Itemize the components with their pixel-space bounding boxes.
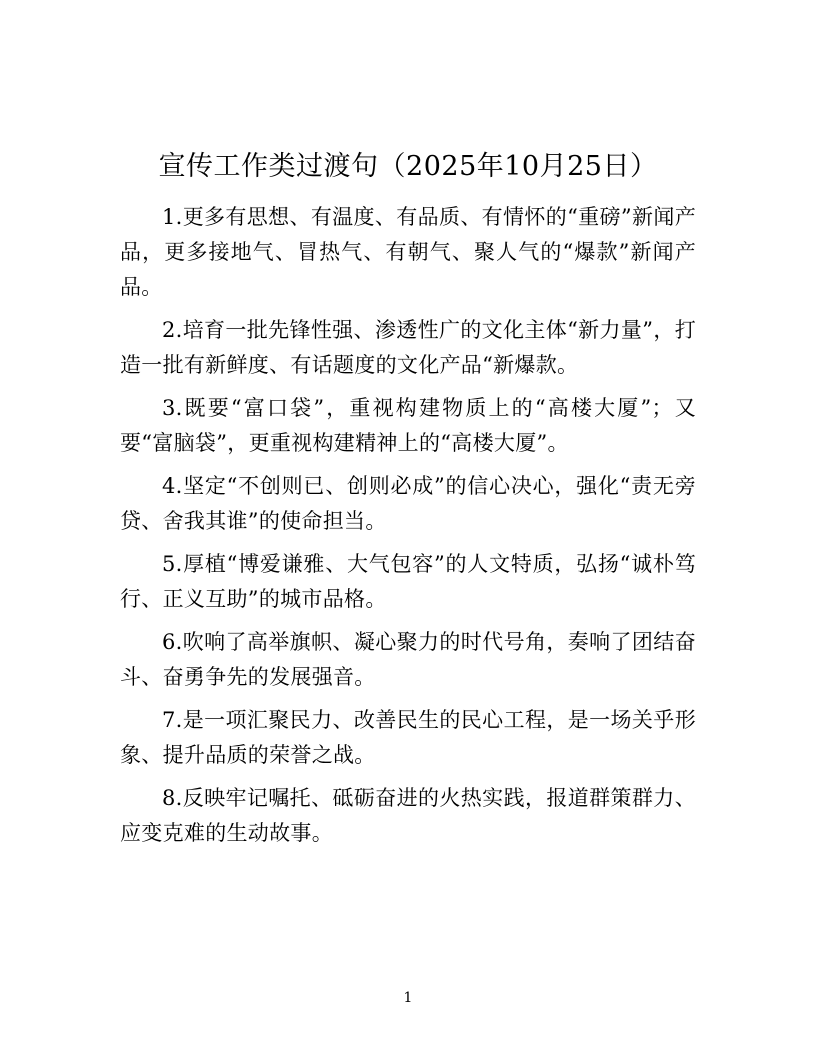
paragraph: 5.厚植“博爱谦雅、大气包容”的人文特质，弘扬“诚朴笃行、正义互助”的城市品格。 bbox=[120, 552, 696, 611]
document-title: 宣传工作类过渡句（2025年10月25日） bbox=[158, 151, 658, 182]
paragraph: 6.吹响了高举旗帜、凝心聚力的时代号角，奏响了团结奋斗、奋勇争先的发展强音。 bbox=[120, 630, 696, 689]
document-body bbox=[120, 200, 696, 859]
paragraph: 7.是一项汇聚民力、改善民生的民心工程，是一场关乎形象、提升品质的荣誉之战。 bbox=[120, 708, 696, 767]
paragraph: 1.更多有思想、有温度、有品质、有情怀的“重磅”新闻产品，更多接地气、冒热气、有朝气、聚人气的“爆款”新闻产品。 bbox=[120, 205, 696, 299]
page-number: 1 bbox=[403, 990, 413, 1006]
paragraph: 4.坚定“不创则已、创则必成”的信心决心，强化“责无旁贷、舍我其谁”的使命担当。 bbox=[120, 474, 696, 533]
paragraph: 3.既要“富口袋”，重视构建物质上的“高楼大厦”；又要“富脑袋”，更重视构建精神上的“高楼大厦”。 bbox=[120, 396, 696, 455]
paragraph: 8.反映牢记嘱托、砥砺奋进的火热实践，报道群策群力、应变克难的生动故事。 bbox=[120, 786, 696, 845]
paragraph: 2.培育一批先锋性强、渗透性广的文化主体“新力量”，打造一批有新鲜度、有话题度的文化产品“新爆款。 bbox=[120, 318, 696, 377]
